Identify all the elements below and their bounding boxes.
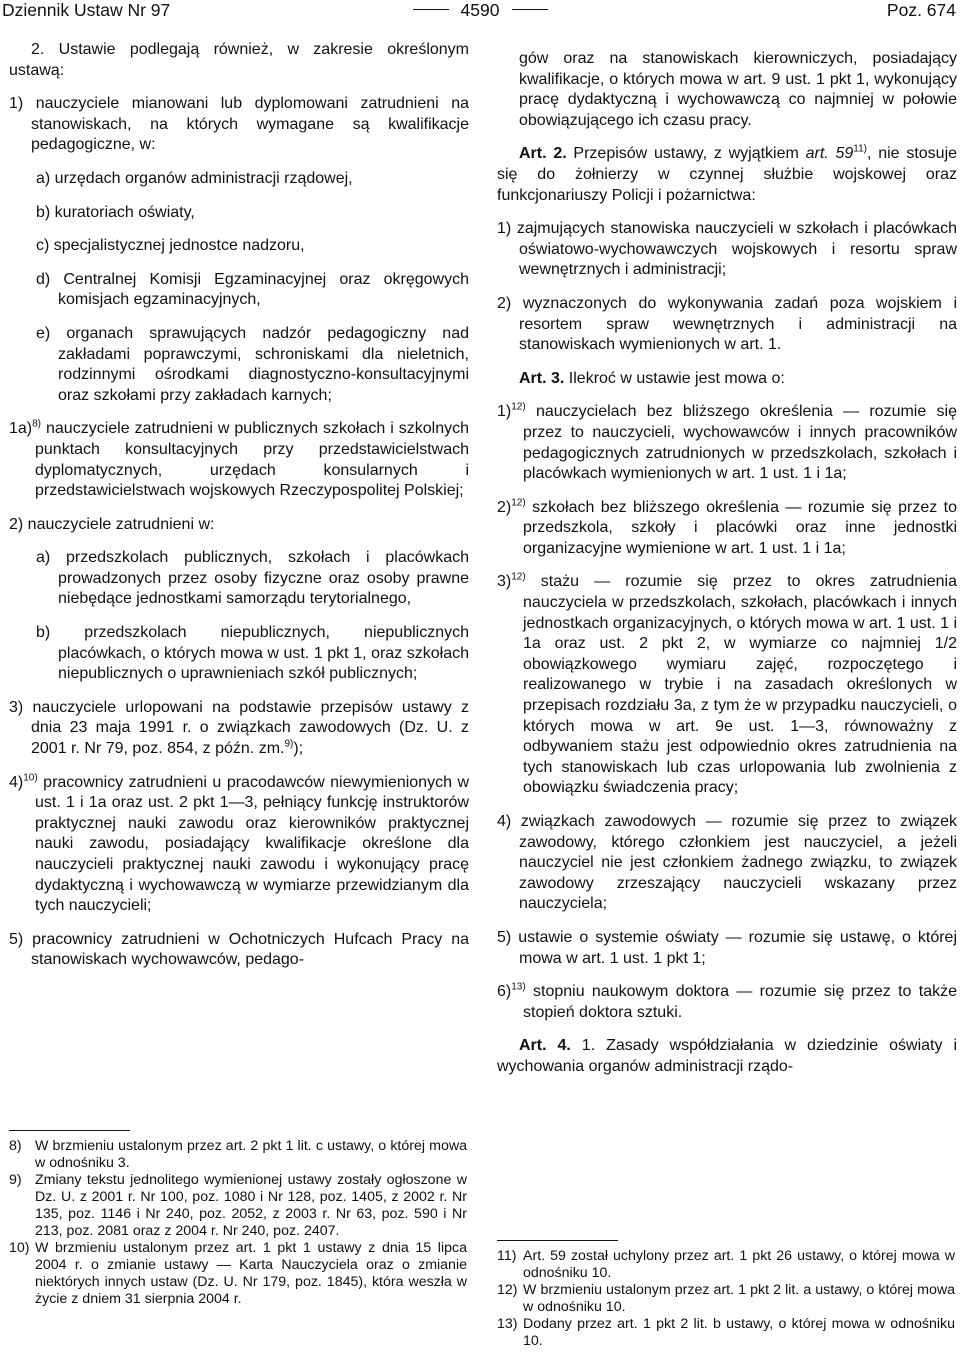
list-item-1e: e) organach sprawujących nadzór pedagogiczny nad zakładami poprawczymi, schroniskami dla nieletnich, rodzinnymi ośrodkami diagnostyczno-konsultacyjnymi oraz szkołami przy zakładach karnych; (36, 324, 469, 404)
footnote-mark: 10) (9, 1240, 30, 1256)
item-label: 3) (497, 573, 512, 591)
footnote-mark: 11) (497, 1248, 517, 1264)
footnote-mark: 9) (9, 1172, 22, 1188)
item-text: nauczycielach bez bliższego określenia — rozumie się przez to nauczycieli, wychowawców i innych pracowników pedagogicznych zatrudnionych w przedszkolach, szkołach i placówkach wymienionych w art. 1 ust. 1 i 1a; (523, 403, 957, 483)
journal-title: Dziennik Ustaw Nr 97 (2, 0, 171, 20)
page-header (0, 0, 960, 26)
article-label: Art. 2. (519, 145, 567, 163)
article-3 (497, 369, 957, 390)
list-item-1d: d) Centralnej Komisji Egzaminacyjnej oraz okręgowych komisjach egzaminacyjnych, (36, 270, 469, 309)
list-item-1: 1) nauczyciele mianowani lub dyplomowani zatrudnieni na stanowiskach, na których wymagane są kwalifikacje pedagogiczne, w: (9, 95, 469, 154)
list-item-3 (9, 698, 469, 760)
list-item-2b: b) przedszkolach niepublicznych, niepublicznych placówkach, o których mowa w ust. 1 pkt 1, oraz szkołach niepublicznych o uprawnieniach szkół publicznych; (36, 624, 469, 683)
item-text: stażu — rozumie się przez to okres zatrudnienia nauczyciela w przedszkolach, szkołach, placówkach i innych jednostkach organizacyjnych, o których mowa w art. 1 ust. 1 i 1a oraz ust. 2 pkt 2, w wymiarze co najmniej 1/2 obowiązkowego wymiaru zajęć, rozpoczętego i realizowanego w trybie i na zasadach określonych w przepisach rozdziału 3a, z tym że w przypadku nauczycieli, o których mowa w art. 9e ust. 1—3, równoważny z odbywaniem stażu jest odpowiednio okres zatrudnienia na tych stanowiskach lub czas urlopowania lub zwolnienia z obowiązku świadczenia pracy; (523, 573, 957, 797)
item-text: szkołach bez bliższego określenia — rozumie się przez to przedszkola, szkoły i placówki oraz inne jednostki organizacyjne wymienione w art. 1 ust. 1 i 1a; (523, 498, 957, 557)
footnote-ref-9: 9) (284, 738, 294, 750)
left-column (9, 40, 469, 984)
article-label: Art. 3. (519, 369, 565, 387)
item-text: pracownicy zatrudnieni u pracodawców niewymienionych w ust. 1 i 1a oraz ust. 2 pkt 1—3, pełniący funkcję instruktorów praktycznej nauki zawodu oraz kierowników praktycznej nauki zawodu, posiadający kwalifikacje określone dla nauczycieli praktycznej nauki zawodu i wykonujący pracę dydaktyczną i wychowawczą w wymiarze przewidzianym dla tych nauczycieli; (35, 773, 469, 915)
item-end: ); (293, 740, 304, 758)
art2-item-1: 1) zajmujących stanowiska nauczycieli w szkołach i placówkach oświatowo-wychowawczych wojskowych i resortu spraw wewnętrznych i administracji; (497, 220, 957, 279)
footnote-text: Art. 59 został uchylony przez art. 1 pkt 26 ustawy, o której mowa w odnośniku 10. (523, 1248, 955, 1281)
list-item-4 (9, 773, 469, 917)
article-label: Art. 4. (519, 1037, 571, 1055)
footnote-8 (9, 1138, 467, 1172)
footnote-11 (497, 1248, 955, 1282)
footnote-mark: 13) (497, 1316, 518, 1332)
list-item-1a-point (9, 419, 469, 501)
footnote-mark: 12) (497, 1282, 518, 1298)
header-rule-right (512, 9, 548, 10)
article-4 (497, 1036, 957, 1077)
footnote-text: Dodany przez art. 1 pkt 2 lit. b ustawy, o której mowa w odnośniku 10. (523, 1316, 955, 1349)
footnote-text: W brzmieniu ustalonym przez art. 2 pkt 1 lit. c ustawy, o której mowa w odnośniku 3. (35, 1138, 467, 1171)
paragraph-ust-2: 2. Ustawie podlegają również, w zakresie określonym ustawą: (9, 41, 469, 79)
item-label: 6) (497, 983, 512, 1001)
article-2 (497, 144, 957, 206)
position-number: Poz. 674 (886, 0, 956, 20)
item-label: 2) (497, 498, 512, 516)
item-label: 1) (497, 403, 512, 421)
art2-item-2: 2) wyznaczonych do wykonywania zadań poza wojskiem i resortem spraw wewnętrznych i administracji na stanowiskach wymienionych w art. 1. (497, 294, 957, 354)
article-text-cont: , nie stosuje się do żołnierzy w czynnej służbie wojskowej oraz funkcjonariuszy Policji i pożarnictwa: (497, 145, 958, 204)
page-number: 4590 (460, 0, 500, 20)
definition-5: 5) ustawie o systemie oświaty — rozumie się ustawę, o której mowa w art. 1 ust. 1 pkt 1; (497, 928, 957, 967)
footnote-ref-11: 11) (853, 144, 867, 156)
right-column (497, 49, 957, 1091)
footnote-text: Zmiany tekstu jednolitego wymienionej ustawy zostały ogłoszone w Dz. U. z 2001 r. Nr 100, poz. 1080 i Nr 128, poz. 1405, z 2002 r. Nr 135, poz. 1146 i Nr 240, poz. 2052, z 2003 r. Nr 63, poz. 590 i Nr 213, poz. 2081 oraz z 2004 r. Nr 240, poz. 2407. (35, 1172, 467, 1239)
item-label: 1a) (9, 420, 33, 438)
item-label: 4) (9, 773, 24, 791)
list-item-5: 5) pracownicy zatrudnieni w Ochotniczych Hufcach Pracy na stanowiskach wychowawców, pedago- (9, 930, 469, 969)
item-text: 3) nauczyciele urlopowani na podstawie przepisów ustawy z dnia 23 maja 1991 r. o związkach zawodowych (Dz. U. z 2001 r. Nr 79, poz. 854, z późn. zm. (9, 698, 469, 758)
definition-1 (497, 402, 957, 484)
article-text: Ilekroć w ustawie jest mowa o: (564, 369, 785, 387)
footnote-rule-left (9, 1130, 130, 1131)
footnote-ref-8: 8) (32, 418, 42, 430)
list-item-2a: a) przedszkolach publicznych, szkołach i placówkach prowadzonych przez osoby fizyczne oraz osoby prawne niebędące jednostkami samorządu terytorialnego, (36, 549, 469, 608)
item-text: stopniu naukowym doktora — rozumie się przez to także stopień doktora sztuki. (523, 983, 957, 1021)
definition-2 (497, 498, 957, 560)
article-ref: art. 59 (805, 145, 854, 163)
footnote-ref-12: 12) (511, 401, 526, 413)
footnotes-left (9, 1138, 467, 1308)
footnotes-right (497, 1248, 955, 1350)
footnote-9 (9, 1172, 467, 1240)
footnote-text: W brzmieniu ustalonym przez art. 1 pkt 2 lit. a ustawy, o której mowa w odnośniku 10. (523, 1282, 955, 1315)
footnote-ref-12: 12) (511, 572, 526, 584)
list-item-1b: b) kuratoriach oświaty, (36, 203, 195, 221)
footnote-rule-right (497, 1240, 618, 1241)
footnote-ref-10: 10) (23, 772, 38, 784)
footnote-ref-12: 12) (511, 497, 526, 509)
definition-3 (497, 572, 957, 799)
article-text: 1. Zasady współdziałania w dziedzinie oświaty i wychowania organów administracji rządo- (497, 1037, 958, 1075)
footnote-mark: 8) (9, 1138, 22, 1154)
footnote-12 (497, 1282, 955, 1316)
continuation-paragraph: gów oraz na stanowiskach kierowniczych, posiadający kwalifikacje, o których mowa w art. 9 ust. 1 pkt 1, wykonujący pracę dydaktyczną i wychowawczą co najmniej w połowie obowiązującego ich czasu pracy. (519, 50, 957, 129)
list-item-1c: c) specjalistycznej jednostce nadzoru, (36, 237, 305, 255)
definition-6 (497, 982, 957, 1023)
article-text: Przepisów ustawy, z wyjątkiem (566, 145, 806, 163)
footnote-text: W brzmieniu ustalonym przez art. 1 pkt 1 ustawy z dnia 15 lipca 2004 r. o zmianie ustawy — Karta Nauczyciela oraz o zmianie niektórych innych ustaw (Dz. U. Nr 179, poz. 1845), która weszła w życie z dniem 31 sierpnia 2004 r. (35, 1240, 467, 1307)
item-text: nauczyciele zatrudnieni w publicznych szkołach i szkolnych punktach konsultacyjnych przy przedstawicielstwach dyplomatycznych, urzędach konsularnych i przedstawicielstwach wojskowych Rzeczypospolitej Polskiej; (35, 420, 469, 500)
footnote-ref-13: 13) (511, 981, 526, 993)
footnote-13 (497, 1316, 955, 1350)
list-item-1a: a) urzędach organów administracji rządowej, (36, 169, 353, 187)
definition-4: 4) związkach zawodowych — rozumie się przez to związek zawodowy, którego członkiem jest nauczyciel, a jeżeli nauczyciel nie jest członkiem żadnego związku, to związek zawodowy zrzeszający nauczycieli wskazany przez nauczyciela; (497, 813, 957, 913)
list-item-2: 2) nauczyciele zatrudnieni w: (9, 515, 215, 533)
footnote-10 (9, 1240, 467, 1308)
